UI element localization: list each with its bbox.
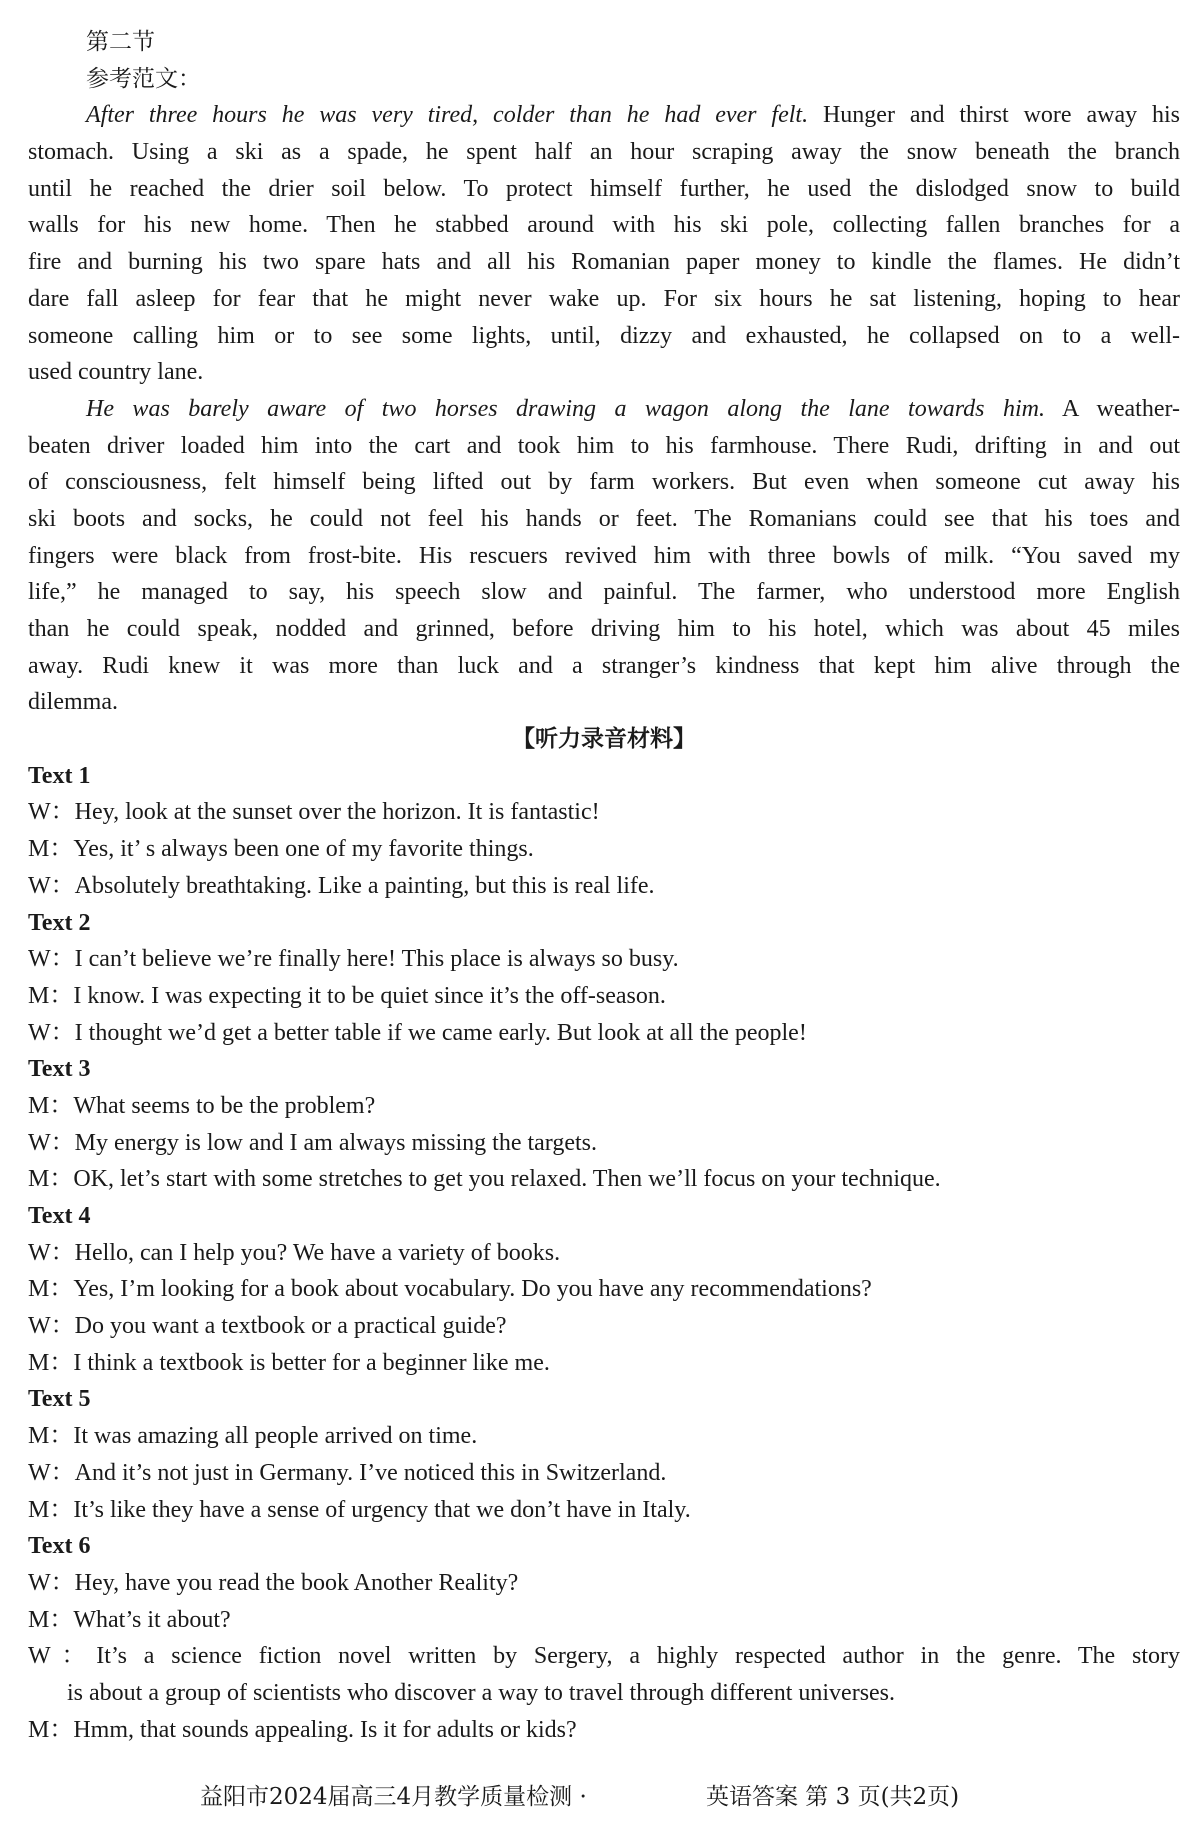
dialogue-line bbox=[28, 1161, 1180, 1198]
paragraph-line: dare fall asleep for fear that he might never wake up. For six hours he sat listening, hoping to hear bbox=[28, 285, 1180, 312]
dialogue-line bbox=[28, 1015, 1180, 1052]
dialogue-text: Yes, it’ s always been one of my favorite things. bbox=[73, 836, 534, 863]
listening-text-block bbox=[28, 905, 1180, 1052]
dialogue-line bbox=[28, 868, 1180, 905]
speaker-label: M： bbox=[28, 1606, 74, 1633]
speaker-label: W： bbox=[28, 946, 75, 973]
footer-page-number: 英语答案 第 3 页(共2页) bbox=[706, 1784, 960, 1810]
text-title: Text 1 bbox=[28, 762, 91, 789]
speaker-label: W： bbox=[28, 1459, 75, 1486]
speaker-label: W： bbox=[28, 1019, 75, 1046]
dialogue-continuation: is about a group of scientists who discover a way to travel through different universes. bbox=[67, 1679, 896, 1706]
speaker-label: W： bbox=[28, 1643, 97, 1670]
paragraph-line: ski boots and socks, he could not feel his hands or feet. The Romanians could see that his toes and bbox=[28, 505, 1180, 532]
listening-text-block bbox=[28, 1528, 1180, 1748]
listening-heading: 【听力录音材料】 bbox=[512, 725, 696, 753]
speaker-label: M： bbox=[28, 1716, 74, 1743]
dialogue-text: Hey, have you read the book Another Reality? bbox=[74, 1569, 519, 1596]
dialogue-line bbox=[28, 1712, 1180, 1749]
speaker-label: M： bbox=[28, 982, 74, 1009]
listening-text-block bbox=[28, 1198, 1180, 1381]
paragraph-line: life,” he managed to say, his speech slow and painful. The farmer, who understood more English bbox=[28, 579, 1180, 606]
essay-paragraph bbox=[28, 97, 1180, 391]
speaker-label: M： bbox=[28, 1276, 74, 1303]
speaker-label: W： bbox=[28, 1569, 75, 1596]
paragraph-line: fingers were black from frost-bite. His rescuers revived him with three bowls of milk. “You saved my bbox=[28, 542, 1180, 569]
dialogue-text: I think a textbook is better for a beginner like me. bbox=[73, 1349, 550, 1376]
speaker-label: M： bbox=[28, 836, 74, 863]
sample-essay bbox=[28, 97, 1180, 721]
text-title: Text 5 bbox=[28, 1386, 91, 1413]
section-title: 第二节 bbox=[86, 29, 155, 55]
speaker-label: M： bbox=[28, 1092, 74, 1119]
dialogue-text: Yes, I’m looking for a book about vocabulary. Do you have any recommendations? bbox=[73, 1276, 872, 1303]
dialogue-line bbox=[28, 1638, 1180, 1675]
dialogue-text: It’s a science fiction novel written by Sergery, a highly respected author in the genre. The story bbox=[96, 1643, 1180, 1670]
listening-text-block bbox=[28, 758, 1180, 905]
page-content bbox=[28, 24, 1180, 1748]
dialogue-line bbox=[28, 1418, 1180, 1455]
line-text: Hunger and thirst wore away his bbox=[808, 102, 1180, 129]
line-text: A weather- bbox=[1044, 395, 1180, 422]
speaker-label: M： bbox=[28, 1349, 74, 1376]
dialogue-text: Hey, look at the sunset over the horizon. It is fantastic! bbox=[74, 799, 600, 826]
italic-lead-sentence: He was barely aware of two horses drawing a wagon along the lane towards him. bbox=[86, 395, 1045, 422]
dialogue-line bbox=[28, 794, 1180, 831]
dialogue-text: Absolutely breathtaking. Like a painting, but this is real life. bbox=[74, 872, 655, 899]
essay-paragraph bbox=[28, 391, 1180, 721]
dialogue-line bbox=[28, 1235, 1180, 1272]
speaker-label: W： bbox=[28, 1239, 75, 1266]
listening-transcript bbox=[28, 758, 1180, 1749]
dialogue-line bbox=[28, 831, 1180, 868]
dialogue-line bbox=[28, 1125, 1180, 1162]
dialogue-text: OK, let’s start with some stretches to get you relaxed. Then we’ll focus on your technique. bbox=[73, 1166, 941, 1193]
dialogue-text: I know. I was expecting it to be quiet since it’s the off-season. bbox=[73, 982, 666, 1009]
sample-essay-label: 参考范文： bbox=[86, 65, 201, 92]
dialogue-line bbox=[28, 1565, 1180, 1602]
dialogue-text: I thought we’d get a better table if we came early. But look at all the people! bbox=[74, 1019, 807, 1046]
dialogue-text: I can’t believe we’re finally here! This place is always so busy. bbox=[74, 946, 679, 973]
speaker-label: M： bbox=[28, 1496, 74, 1523]
listening-text-block bbox=[28, 1051, 1180, 1198]
dialogue-text: Hmm, that sounds appealing. Is it for adults or kids? bbox=[73, 1716, 577, 1743]
speaker-label: W： bbox=[28, 1129, 75, 1156]
dialogue-text: Do you want a textbook or a practical guide? bbox=[74, 1313, 507, 1340]
dialogue-text: And it’s not just in Germany. I’ve noticed this in Switzerland. bbox=[74, 1459, 667, 1486]
paragraph-line: until he reached the drier soil below. To protect himself further, he used the dislodged snow to build bbox=[28, 175, 1180, 202]
dialogue-text: It’s like they have a sense of urgency that we don’t have in Italy. bbox=[73, 1496, 691, 1523]
paragraph-line: than he could speak, nodded and grinned, before driving him to his hotel, which was about 45 miles bbox=[28, 616, 1180, 642]
dialogue-line bbox=[28, 1271, 1180, 1308]
paragraph-line: walls for his new home. Then he stabbed around with his ski pole, collecting fallen branches for a bbox=[28, 212, 1180, 239]
paragraph-line: stomach. Using a ski as a spade, he spent half an hour scraping away the snow beneath the branch bbox=[28, 139, 1180, 166]
dialogue-line bbox=[28, 1308, 1180, 1345]
paragraph-line: of consciousness, felt himself being lifted out by farm workers. But even when someone cut away his bbox=[28, 469, 1180, 496]
speaker-label: M： bbox=[28, 1423, 74, 1450]
speaker-label: W： bbox=[28, 1313, 75, 1340]
dialogue-line bbox=[28, 1345, 1180, 1382]
text-title: Text 3 bbox=[28, 1056, 91, 1083]
text-title: Text 4 bbox=[28, 1203, 91, 1229]
paragraph-line: away. Rudi knew it was more than luck and a stranger’s kindness that kept him alive through the bbox=[28, 652, 1180, 679]
paragraph-line: beaten driver loaded him into the cart and took him to his farmhouse. There Rudi, drifting in and out bbox=[28, 432, 1180, 459]
dialogue-text: What’s it about? bbox=[73, 1606, 231, 1633]
speaker-label: W： bbox=[28, 872, 75, 899]
speaker-label: M： bbox=[28, 1166, 74, 1193]
dialogue-line bbox=[28, 1602, 1180, 1639]
speaker-label: W： bbox=[28, 799, 75, 826]
dialogue-line bbox=[28, 978, 1180, 1015]
text-title: Text 2 bbox=[28, 909, 91, 936]
listening-text-block bbox=[28, 1381, 1180, 1528]
dialogue-line bbox=[28, 1455, 1180, 1492]
paragraph-line: dilemma. bbox=[28, 689, 118, 716]
paragraph-line bbox=[28, 391, 1180, 428]
dialogue-text: My energy is low and I am always missing the targets. bbox=[74, 1129, 598, 1156]
paragraph-line: someone calling him or to see some lights, until, dizzy and exhausted, he collapsed on to a well- bbox=[28, 322, 1180, 349]
dialogue-line bbox=[28, 1492, 1180, 1529]
paragraph-line: used country lane. bbox=[28, 359, 204, 386]
dialogue-line bbox=[28, 941, 1180, 978]
footer-exam-title: 益阳市2024届高三4月教学质量检测 · bbox=[200, 1784, 587, 1810]
paragraph-line bbox=[28, 97, 1180, 134]
italic-lead-sentence: After three hours he was very tired, colder than he had ever felt. bbox=[86, 102, 809, 129]
dialogue-line bbox=[28, 1088, 1180, 1125]
text-title: Text 6 bbox=[28, 1533, 91, 1560]
paragraph-line: fire and burning his two spare hats and all his Romanian paper money to kindle the flames. He didn’t bbox=[28, 249, 1180, 276]
dialogue-text: What seems to be the problem? bbox=[73, 1092, 376, 1119]
dialogue-text: It was amazing all people arrived on time. bbox=[73, 1423, 478, 1450]
dialogue-text: Hello, can I help you? We have a variety of books. bbox=[74, 1239, 561, 1266]
